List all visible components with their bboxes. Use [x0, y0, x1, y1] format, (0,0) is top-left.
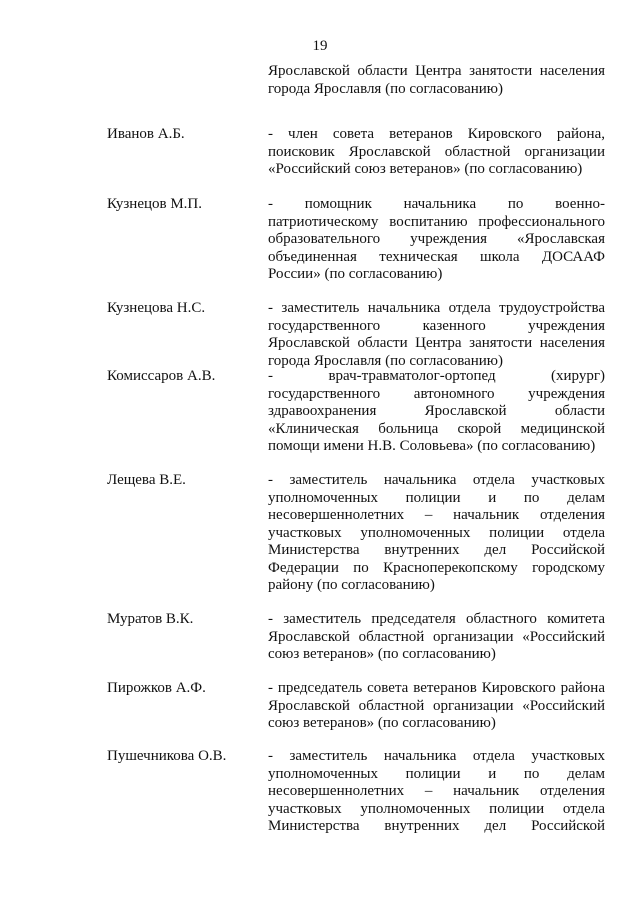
- text-line: Министерства внутренних дел Российской: [268, 542, 605, 558]
- text-line: Федерации по Красноперекопскому городскому: [268, 559, 605, 576]
- member-description: [268, 611, 605, 664]
- text-line: несовершеннолетних – начальник отделения: [268, 783, 605, 799]
- text-line: объединенная техническая школа ДОСААФ: [268, 248, 605, 265]
- member-name: Пушечникова О.В.: [107, 748, 227, 764]
- text-line: - врач-травматолог-ортопед (хирург): [268, 368, 605, 384]
- text-line: участковых уполномоченных полиции отдела: [268, 800, 605, 817]
- text-line: города Ярославля (по согласованию): [268, 352, 504, 369]
- text-line: здравоохранения Ярославской области: [268, 403, 605, 419]
- text-line: союз ветеранов» (по согласованию): [268, 715, 496, 731]
- text-line: города Ярославля (по согласованию): [268, 80, 504, 97]
- text-line: - заместитель председателя областного комитета: [268, 611, 605, 627]
- member-name: Кузнецов М.П.: [107, 196, 203, 212]
- member-name: Лещева В.Е.: [107, 472, 186, 488]
- text-line: несовершеннолетних – начальник отделения: [268, 507, 605, 523]
- text-line: - помощник начальника по военно-: [268, 196, 605, 212]
- continuation-text: [268, 63, 605, 98]
- text-line: поисковик Ярославской областной организации: [268, 143, 605, 160]
- text-line: Ярославской области Центра занятости населения: [268, 335, 605, 351]
- member-name: Иванов А.Б.: [107, 126, 185, 142]
- member-name: Пирожков А.Ф.: [107, 680, 206, 696]
- text-line: «Российский союз ветеранов» (по согласованию): [268, 161, 583, 177]
- member-name: Кузнецова Н.С.: [107, 300, 206, 316]
- text-line: государственного казенного учреждения: [268, 317, 605, 334]
- text-line: «Клиническая больница скорой медицинской: [268, 420, 605, 437]
- text-line: - заместитель начальника отдела участковых: [268, 472, 605, 488]
- page-number: 19: [312, 38, 328, 54]
- text-line: - заместитель начальника отдела трудоустройства: [268, 300, 605, 316]
- member-description: [268, 680, 605, 733]
- text-line: уполномоченных полиции и по делам: [268, 489, 605, 506]
- member-description: [268, 472, 605, 595]
- text-line: государственного автономного учреждения: [268, 385, 605, 402]
- member-name: Комиссаров А.В.: [107, 368, 216, 384]
- text-line: району (по согласованию): [268, 577, 435, 593]
- text-line: России» (по согласованию): [268, 266, 443, 282]
- text-line: союз ветеранов» (по согласованию): [268, 646, 496, 662]
- member-description: [268, 300, 605, 370]
- member-description: [268, 368, 605, 456]
- text-line: - председатель совета ветеранов Кировского района: [268, 680, 605, 696]
- text-line: Ярославской областной организации «Российский: [268, 697, 605, 714]
- text-line: Министерства внутренних дел Российской: [268, 818, 605, 834]
- member-description: [268, 748, 605, 836]
- text-line: Ярославской областной организации «Российский: [268, 628, 605, 645]
- text-line: Ярославской области Центра занятости населения: [268, 63, 605, 79]
- text-line: уполномоченных полиции и по делам: [268, 765, 605, 782]
- text-line: образовательного учреждения «Ярославская: [268, 231, 605, 247]
- text-line: - заместитель начальника отдела участковых: [268, 748, 605, 764]
- member-description: [268, 196, 605, 284]
- text-line: помощи имени Н.В. Соловьева» (по согласованию): [268, 438, 596, 454]
- text-line: патриотическому воспитанию профессионального: [268, 213, 605, 230]
- member-name: Муратов В.К.: [107, 611, 194, 627]
- text-line: - член совета ветеранов Кировского района,: [268, 126, 605, 142]
- member-description: [268, 126, 605, 179]
- text-line: участковых уполномоченных полиции отдела: [268, 524, 605, 541]
